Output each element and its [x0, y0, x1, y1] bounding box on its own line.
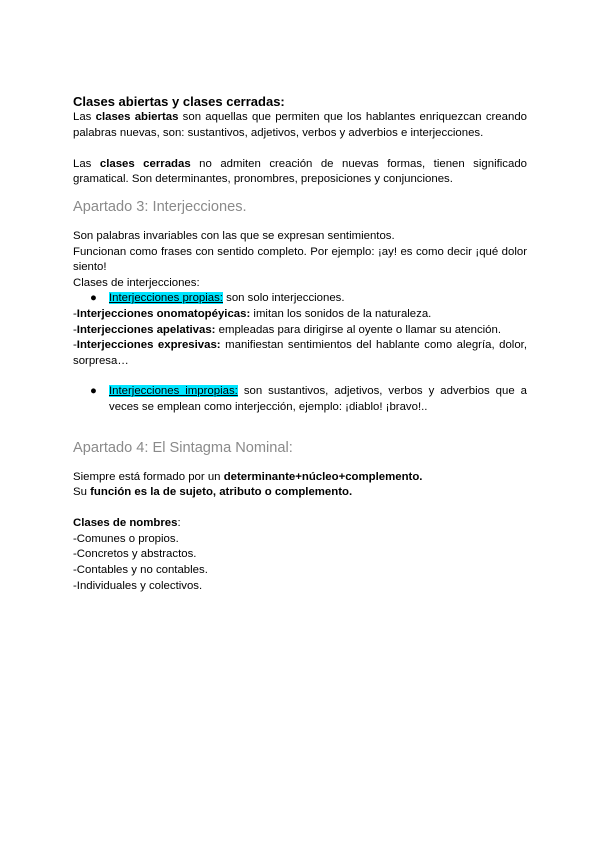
bullet-interjecciones-propias: ● Interjecciones propias: son solo interjecciones. [73, 291, 527, 307]
term-closed-classes: clases cerradas [99, 157, 191, 170]
noun-class-item: -Comunes o propios. [73, 532, 179, 545]
interjections-function: Funcionan como frases con sentido completo. Por ejemplo: ¡ay! es como decir ¡qué dolor siento! [73, 245, 527, 274]
heading-apartado-4: Apartado 4: El Sintagma Nominal: [73, 439, 293, 456]
highlighted-term-impropias: Interjecciones impropias: [109, 385, 238, 398]
highlighted-term-propias: Interjecciones propias: [109, 292, 223, 305]
interjections-classes-label: Clases de interjecciones: [73, 276, 200, 289]
paragraph-open-classes: Las clases abiertas son aquellas que permiten que los hablantes enriquezcan creando palabras nuevas, son: sustantivos, adjetivos, verbos y adverbios e interjecciones. [73, 111, 527, 139]
list-item-onomatopeyicas: -Interjecciones onomatopéyicas: imitan los sonidos de la naturaleza. [73, 307, 432, 320]
heading-apartado-3: Apartado 3: Interjecciones. [73, 198, 247, 215]
bullet-dot-icon: ● [90, 292, 97, 305]
list-item-apelativas: -Interjecciones apelativas: empleadas para dirigirse al oyente o llamar su atención. [73, 323, 502, 336]
noun-classes-label: Clases de nombres: [73, 517, 181, 530]
noun-class-item: -Contables y no contables. [73, 564, 208, 577]
list-item-expresivas: -Interjecciones expresivas: manifiestan sentimientos del hablante como alegría, dolor, sorpresa… [73, 339, 527, 367]
interjections-definition: Son palabras invariables con las que se expresan sentimientos. [73, 229, 395, 242]
paragraph-closed-classes: Las clases cerradas no admiten creación de nuevas formas, tienen significado gramatical. Son determinantes, pronombres, preposiciones y conjunciones. [73, 157, 527, 186]
nominal-phrase-structure: Siempre está formado por un determinante+núcleo+complemento. [73, 470, 423, 483]
noun-class-item: -Individuales y colectivos. [73, 579, 203, 592]
bullet-interjecciones-impropias: ● Interjecciones impropias: son sustantivos, adjetivos, verbos y adverbios que a veces se emplean como interjección, ejemplo: ¡diablo! ¡bravo!.. [90, 385, 528, 413]
bullet-dot-icon: ● [90, 385, 97, 398]
term-open-classes: clases abiertas [95, 111, 179, 123]
noun-class-item: -Concretos y abstractos. [73, 548, 197, 561]
heading-open-closed-classes: Clases abiertas y clases cerradas: [73, 94, 285, 109]
document-content [73, 94, 527, 594]
nominal-phrase-function: Su función es la de sujeto, atributo o complemento. [73, 486, 353, 499]
